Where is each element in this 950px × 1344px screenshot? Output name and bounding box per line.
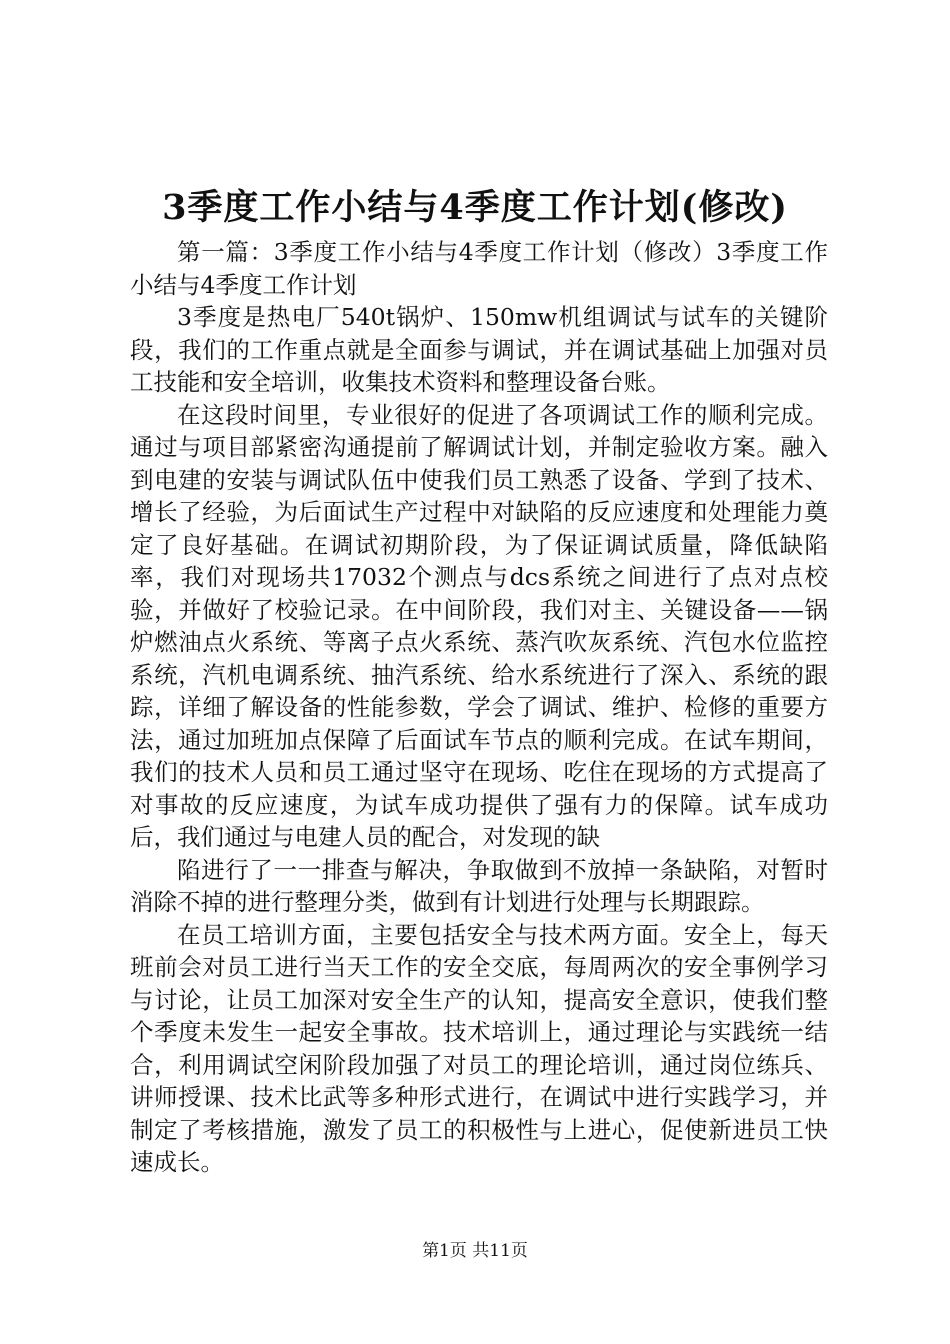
paragraph: 陷进行了一一排查与解决，争取做到不放掉一条缺陷，对暂时消除不掉的进行整理分类，做到有计划进行处理与长期跟踪。: [130, 855, 828, 916]
page-number-footer: 第1页 共11页: [422, 1241, 528, 1261]
document-title: 3季度工作小结与4季度工作计划(修改): [162, 187, 788, 228]
paragraph: 第一篇：3季度工作小结与4季度工作计划（修改）3季度工作小结与4季度工作计划: [130, 238, 828, 299]
document-body: [130, 236, 828, 1179]
paragraph: 在员工培训方面，主要包括安全与技术两方面。安全上，每天班前会对员工进行当天工作的安全交底，每周两次的安全事例学习与讨论，让员工加深对安全生产的认知，提高安全意识，使我们整个季度未发生一起安全事故。技术培训上，通过理论与实践统一结合，利用调试空闲阶段加强了对员工的理论培训，通过岗位练兵、讲师授课、技术比武等多种形式进行，在调试中进行实践学习，并制定了考核措施，激发了员工的积极性与上进心，促使新进员工快速成长。: [130, 920, 828, 1176]
paragraph: 3季度是热电厂540t锅炉、150mw机组调试与试车的关键阶段，我们的工作重点就是全面参与调试，并在调试基础上加强对员工技能和安全培训，收集技术资料和整理设备台账。: [130, 303, 828, 396]
paragraph: 在这段时间里，专业很好的促进了各项调试工作的顺利完成。通过与项目部紧密沟通提前了解调试计划，并制定验收方案。融入到电建的安装与调试队伍中使我们员工熟悉了设备、学到了技术、增长了经验，为后面试生产过程中对缺陷的反应速度和处理能力奠定了良好基础。在调试初期阶段，为了保证调试质量，降低缺陷率，我们对现场共17032个测点与dcs系统之间进行了点对点校验，并做好了校验记录。在中间阶段，我们对主、关键设备——锅炉燃油点火系统、等离子点火系统、蒸汽吹灰系统、汽包水位监控系统，汽机电调系统、抽汽系统、给水系统进行了深入、系统的跟踪，详细了解设备的性能参数，学会了调试、维护、检修的重要方法，通过加班加点保障了后面试车节点的顺利完成。在试车期间，我们的技术人员和员工通过坚守在现场、吃住在现场的方式提高了对事故的反应速度，为试车成功提供了强有力的保障。试车成功后，我们通过与电建人员的配合，对发现的缺: [130, 400, 828, 851]
